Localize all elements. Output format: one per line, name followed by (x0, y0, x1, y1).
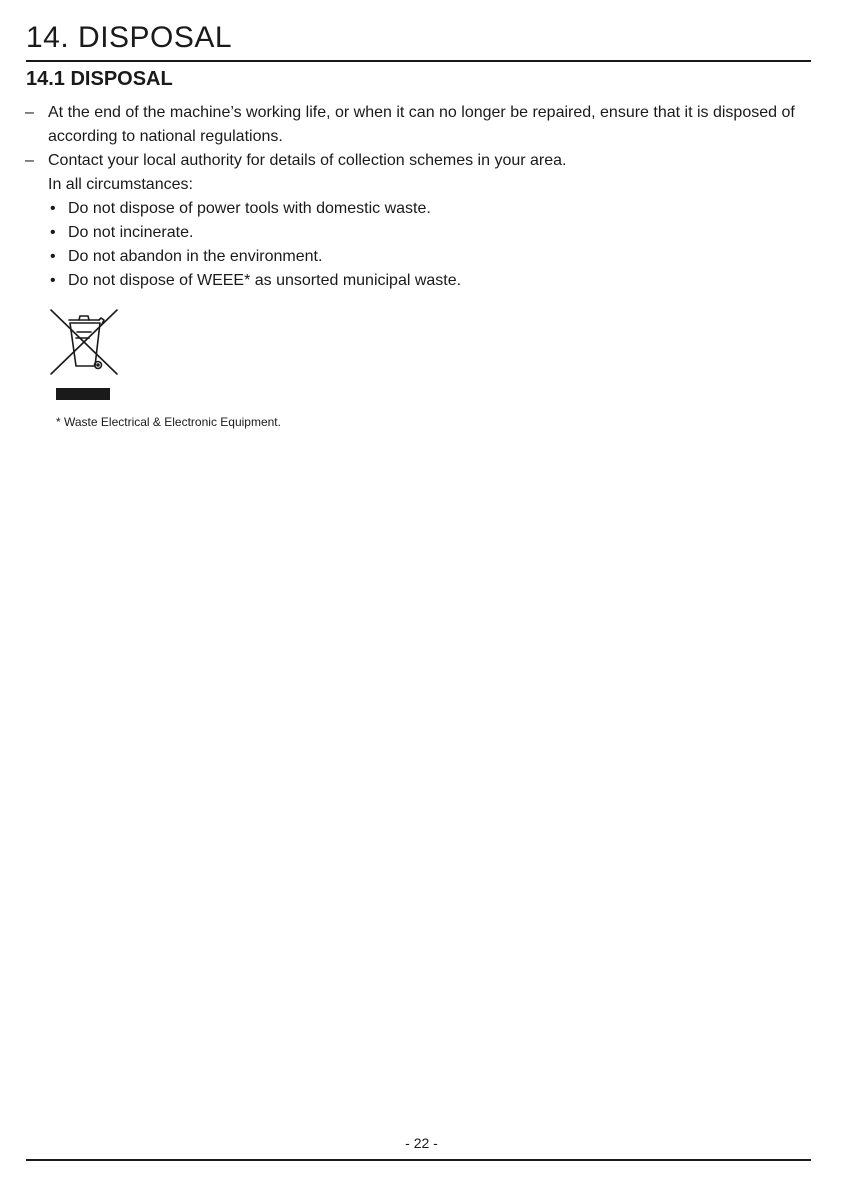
section-body (0, 101, 843, 293)
list-item-text: Do not incinerate. (68, 224, 194, 241)
chapter-title: 14. DISPOSAL (26, 21, 233, 54)
header-divider (26, 60, 811, 62)
page-number: - 22 - (405, 1135, 438, 1151)
dash-item-text: At the end of the machine’s working life, or when it can no longer be repaired, ensure that it is disposed of according to national regulations. (48, 104, 795, 145)
bullet-list (0, 197, 843, 293)
dash-marker: – (25, 152, 34, 169)
footnote: * Waste Electrical & Electronic Equipment. (56, 415, 281, 429)
dash-item-text: Contact your local authority for details of collection schemes in your area. (48, 152, 567, 169)
list-item-text: Do not dispose of power tools with domestic waste. (68, 200, 431, 217)
list-item (0, 197, 843, 221)
list-item-text: Do not dispose of WEEE* as unsorted municipal waste. (68, 272, 462, 289)
footer-divider (26, 1159, 811, 1161)
section-heading: 14.1 DISPOSAL (26, 68, 173, 90)
bullet-icon: • (50, 248, 56, 265)
dash-marker: – (25, 104, 34, 121)
dash-item (0, 149, 843, 173)
list-item-text: Do not abandon in the environment. (68, 248, 323, 265)
list-item (0, 221, 843, 245)
dash-item (0, 101, 843, 149)
intro-line: In all circumstances: (48, 176, 193, 193)
weee-underline-bar (56, 388, 110, 400)
bullet-icon: • (50, 200, 56, 217)
list-item (0, 269, 843, 293)
bullet-icon: • (50, 272, 56, 289)
list-item (0, 245, 843, 269)
bullet-icon: • (50, 224, 56, 241)
